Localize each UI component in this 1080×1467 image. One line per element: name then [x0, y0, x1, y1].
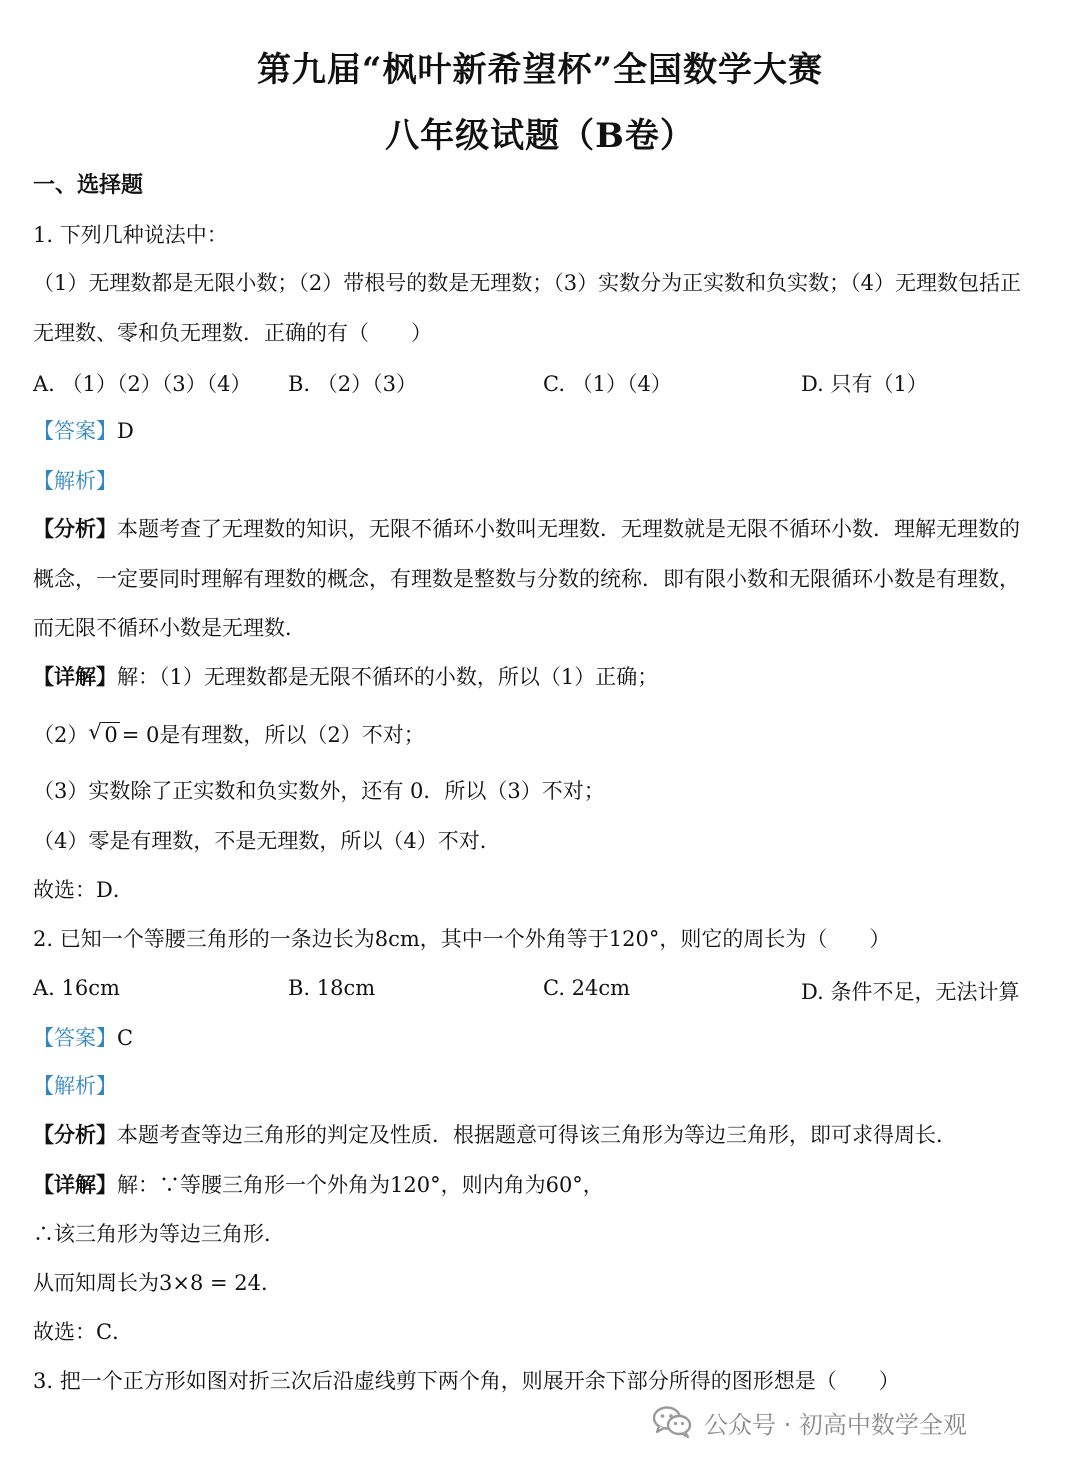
xiangjie-text: 解：∵等腰三角形一个外角为120°，则内角为60°，: [117, 1173, 604, 1197]
xiangjie-tag: 【详解】: [33, 1172, 117, 1197]
q2-options: [33, 976, 1063, 1002]
q2-option-d: D. 条件不足，无法计算: [801, 980, 1020, 1004]
sqrt-expression: [88, 722, 119, 748]
fenxi-tag: 【分析】: [33, 516, 117, 541]
q2-stem: 2. 已知一个等腰三角形的一条边长为8cm，其中一个外角等于120°，则它的周长为（ ）: [33, 927, 891, 951]
answer-value: D: [117, 419, 134, 443]
section-heading: 一、选择题: [33, 172, 144, 198]
q2-fenxi: [33, 1122, 1063, 1148]
analysis-tag: 【解析】: [33, 1074, 117, 1098]
xiangjie-text: 解：（1）无理数都是无限不循环的小数，所以（1）正确；: [117, 665, 659, 689]
q2-xiangjie: [33, 1172, 1063, 1198]
q2-solution-line-2: ∴该三角形为等边三角形．: [33, 1222, 285, 1246]
q1-option-b: B. （2）（3）: [288, 372, 418, 396]
watermark: [652, 1402, 967, 1442]
q1-options: [33, 368, 1063, 394]
line-prefix: （2）: [33, 723, 89, 747]
q1-fenxi: [33, 516, 1063, 542]
q1-body-line: 无理数、零和负无理数．正确的有（ ）: [33, 321, 432, 345]
q3-stem: 3. 把一个正方形如图对折三次后沿虚线剪下两个角，则展开余下部分所得的图形想是（ ）: [33, 1369, 900, 1393]
q1-option-c: C. （1）（4）: [543, 372, 672, 396]
q2-conclusion: 故选：C．: [33, 1320, 134, 1344]
answer-value: C: [117, 1026, 134, 1050]
q1-stem: 1. 下列几种说法中：: [33, 223, 228, 247]
q2-option-c: C. 24cm: [543, 976, 631, 1000]
q2-solution-line-3: 从而知周长为3×8 = 24．: [33, 1271, 282, 1295]
q2-answer: [33, 1025, 1063, 1051]
q1-solution-line-3: （3）实数除了正实数和负实数外，还有 0．所以（3）不对；: [33, 779, 605, 803]
analysis-tag: 【解析】: [33, 469, 117, 493]
fenxi-text: 本题考查了无理数的知识，无限不循环小数叫无理数．无理数就是无限不循环小数．理解无理数的: [117, 517, 1020, 541]
q1-solution-line-4: （4）零是有理数，不是无理数，所以（4）不对．: [33, 829, 501, 853]
document-subtitle: 八年级试题（B卷）: [385, 116, 695, 156]
q2-option-b: B. 18cm: [288, 976, 376, 1000]
q1-fenxi-line: 概念，一定要同时理解有理数的概念，有理数是整数与分数的统称．即有限小数和无限循环小数是有理数，: [33, 567, 1020, 591]
fenxi-tag: 【分析】: [33, 1122, 117, 1147]
radical-sign: √: [88, 720, 102, 744]
watermark-text: 公众号 · 初高中数学全观: [704, 1410, 967, 1439]
q1-body-line: （1）无理数都是无限小数；（2）带根号的数是无理数；（3）实数分为正实数和负实数；（4）无理数包括正: [33, 271, 1021, 295]
q2-option-a: A. 16cm: [33, 976, 120, 1000]
q1-solution-line-2: [33, 722, 1063, 748]
radicand: 0: [104, 723, 118, 747]
q1-answer: [33, 418, 1063, 444]
wechat-icon: [652, 1405, 694, 1439]
document-title: 第九届“枫叶新希望杯”全国数学大赛: [256, 50, 824, 90]
answer-tag: 【答案】: [33, 419, 117, 443]
q1-option-d: D. 只有（1）: [801, 372, 928, 396]
answer-tag: 【答案】: [33, 1026, 117, 1050]
q1-conclusion: 故选：D．: [33, 878, 134, 902]
q1-option-a: A. （1）（2）（3）（4）: [33, 372, 252, 396]
fenxi-text: 本题考查等边三角形的判定及性质．根据题意可得该三角形为等边三角形，即可求得周长．: [117, 1123, 957, 1147]
q1-xiangjie: [33, 664, 1063, 690]
xiangjie-tag: 【详解】: [33, 664, 117, 689]
equation-rest: = 0: [121, 723, 160, 747]
line-suffix: 是有理数，所以（2）不对；: [159, 723, 425, 747]
q1-fenxi-line: 而无限不循环小数是无理数．: [33, 616, 306, 640]
